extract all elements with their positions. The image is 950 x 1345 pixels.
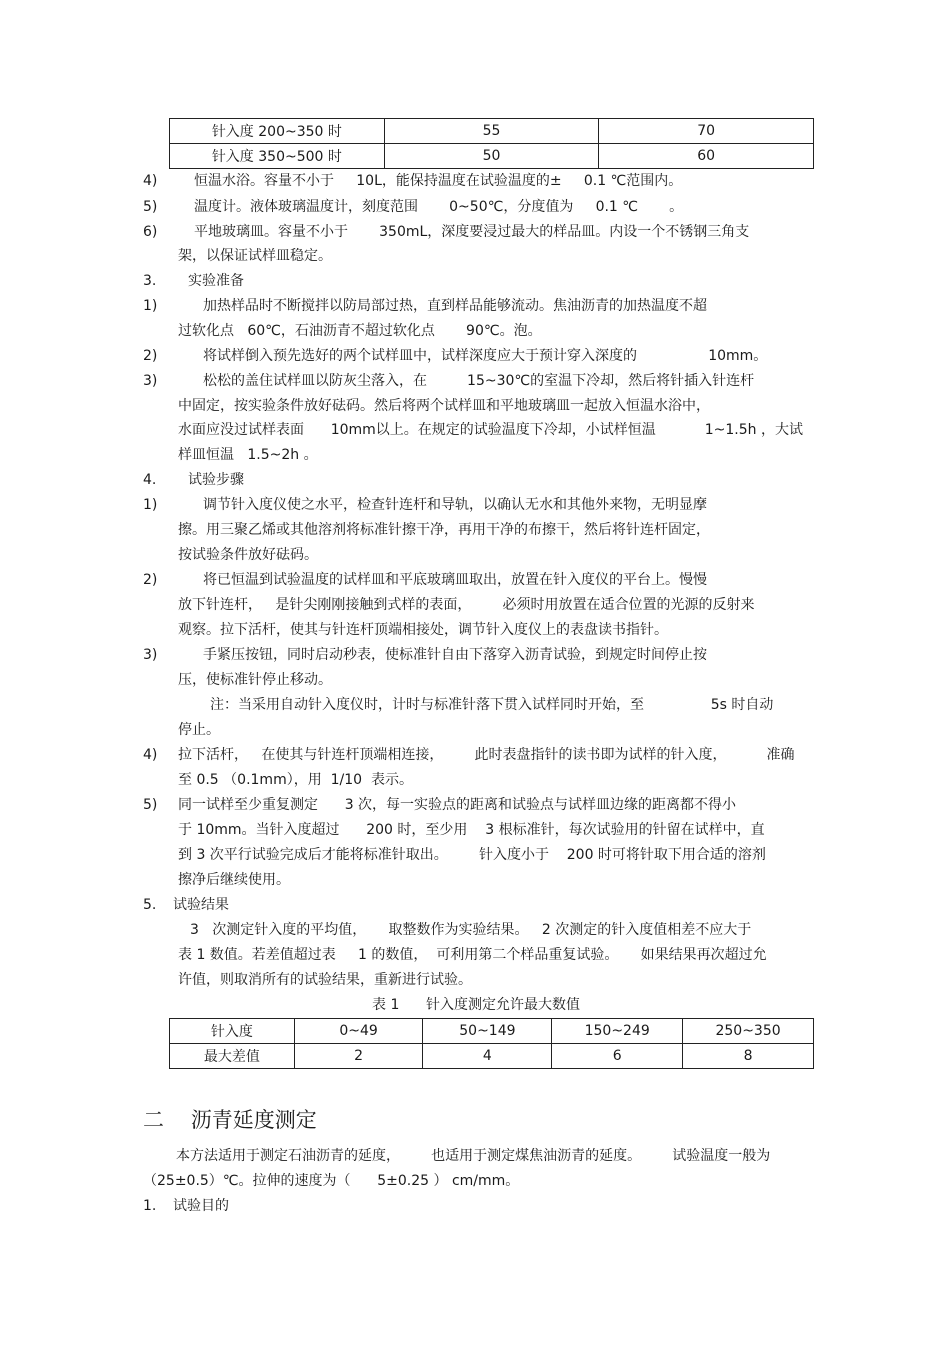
prep-step-1: 加热样品时不断搅拌以防局部过热，直到样品能够流动。焦油沥青的加热温度不超: [203, 298, 707, 314]
item-number: 4): [143, 747, 158, 763]
step-2: 将已恒温到试验温度的试样皿和平底玻璃皿取出，放置在针入度仪的平台上。慢慢: [203, 572, 707, 588]
section-title-results: 试验结果: [173, 897, 229, 913]
step-1-cont: 按试验条件放好砝码。: [178, 547, 318, 563]
section-number: 3.: [143, 273, 157, 289]
step-2-cont: 观察。拉下活杆，使其与针连杆顶端相接处，调节针入度仪上的表盘读书指针。: [178, 622, 668, 638]
step-3: 手紧压按钮，同时启动秒表，使标准针自由下落穿入沥青试验，到规定时间停止按: [203, 647, 707, 663]
step-1: 调节针入度仪使之水平，检查针连杆和导轨，以确认无水和其他外来物，无明显摩: [203, 497, 707, 513]
item-number: 1): [143, 298, 158, 314]
results-paragraph: 3 次测定针入度的平均值， 取整数作为实验结果。 2 次测定的针入度值相差不应大于: [190, 922, 752, 938]
step-4: 拉下活杆， 在使其与针连杆顶端相连接， 此时表盘指针的读书即为试样的针入度， 准确: [178, 747, 795, 763]
item-number: 1): [143, 497, 158, 513]
section-heading-ductility: 二 沥青延度测定: [143, 1108, 317, 1132]
equipment-glass-dish: 平地玻璃皿。容量不小于 350mL，深度要浸过最大的样品皿。内设一个不锈钢三角支: [194, 224, 750, 240]
penetration-range-table: [169, 118, 814, 169]
table-cell: 0~49: [294, 1019, 423, 1044]
ductility-intro: 本方法适用于测定石油沥青的延度， 也适用于测定煤焦油沥青的延度。 试验温度一般为: [176, 1148, 771, 1164]
section-title-purpose: 试验目的: [173, 1198, 229, 1214]
item-number: 5): [143, 797, 158, 813]
item-number: 2): [143, 348, 158, 364]
item-number: 3): [143, 373, 158, 389]
prep-step-3-cont: 水面应没过试样表面 10mm以上。在规定的试验温度下冷却，小试样恒温 1~1.5h ，大试: [178, 422, 803, 438]
item-number: 4): [143, 173, 158, 189]
item-number: 2): [143, 572, 158, 588]
table-cell: 55: [384, 119, 599, 144]
prep-step-3-cont: 中固定，按实验条件放好砝码。然后将两个试样皿和平地玻璃皿一起放入恒温水浴中，: [178, 398, 710, 414]
table-cell: 150~249: [552, 1019, 683, 1044]
prep-step-3: 松松的盖住试样皿以防灰尘落入，在 15~30℃的室温下冷却，然后将针插入针连杆: [203, 373, 755, 389]
results-paragraph-cont: 许值，则取消所有的试验结果，重新进行试验。: [178, 972, 472, 988]
table-row: [170, 144, 814, 169]
prep-step-3-cont: 样皿恒温 1.5~2h 。: [178, 447, 318, 463]
step-1-cont: 擦。用三聚乙烯或其他溶剂将标准针擦干净，再用干净的布擦干，然后将针连杆固定，: [178, 522, 710, 538]
item-number: 3): [143, 647, 158, 663]
equipment-thermometer: 温度计。液体玻璃温度计，刻度范围 0~50℃，分度值为 0.1 ℃ 。: [194, 199, 684, 215]
table-cell: 250~350: [683, 1019, 814, 1044]
table-cell: 针入度 200~350 时: [170, 119, 385, 144]
table-row: [170, 119, 814, 144]
step-3-note-cont: 停止。: [178, 722, 220, 738]
step-3-note: 注：当采用自动针入度仪时，计时与标准针落下贯入试样同时开始，至 5s 时自动: [210, 697, 774, 713]
section-number: 5.: [143, 897, 157, 913]
equipment-glass-dish-cont: 架，以保证试样皿稳定。: [178, 248, 332, 264]
item-number: 5): [143, 199, 158, 215]
section-title-steps: 试验步骤: [188, 472, 244, 488]
table-cell: 70: [599, 119, 814, 144]
section-number: 1.: [143, 1198, 157, 1214]
table-cell: 4: [423, 1044, 552, 1069]
table-row: [170, 1044, 814, 1069]
table-cell: 8: [683, 1044, 814, 1069]
step-5-cont: 到 3 次平行试验完成后才能将标准针取出。 针入度小于 200 时可将针取下用合适的溶剂: [178, 847, 766, 863]
step-3-cont: 压，使标准针停止移动。: [178, 672, 332, 688]
table-cell: 50: [384, 144, 599, 169]
prep-step-1-cont: 过软化点 60℃，石油沥青不超过软化点 90℃。泡。: [178, 323, 542, 339]
ductility-intro-cont: （25±0.5）℃。拉伸的速度为（ 5±0.25 ） cm/mm。: [143, 1173, 520, 1189]
table-cell: 2: [294, 1044, 423, 1069]
step-4-cont: 至 0.5 （0.1mm），用 1/10 表示。: [178, 772, 413, 788]
table-cell: 6: [552, 1044, 683, 1069]
table-caption: 表 1 针入度测定允许最大数值: [372, 997, 581, 1013]
step-2-cont: 放下针连杆， 是针尖刚刚接触到式样的表面， 必须时用放置在适合位置的光源的反射来: [178, 597, 755, 613]
step-5-cont: 于 10mm。当针入度超过 200 时，至少用 3 根标准针，每次试验用的针留在试样中，直: [178, 822, 765, 838]
section-title-preparation: 实验准备: [188, 273, 244, 289]
max-difference-table: [169, 1018, 814, 1069]
table-cell: 50~149: [423, 1019, 552, 1044]
step-5: 同一试样至少重复测定 3 次，每一实验点的距离和试验点与试样皿边缘的距离都不得小: [178, 797, 737, 813]
step-5-cont: 擦净后继续使用。: [178, 872, 290, 888]
table-cell: 60: [599, 144, 814, 169]
item-number: 6): [143, 224, 158, 240]
section-number: 4.: [143, 472, 157, 488]
results-paragraph-cont: 表 1 数值。若差值超过表 1 的数值， 可利用第二个样品重复试验。 如果结果再次超过允: [178, 947, 767, 963]
equipment-water-bath: 恒温水浴。容量不小于 10L，能保持温度在试验温度的± 0.1 ℃范围内。: [194, 173, 683, 189]
table-row: [170, 1019, 814, 1044]
table-cell: 针入度 350~500 时: [170, 144, 385, 169]
table-cell: 最大差值: [170, 1044, 295, 1069]
table-cell: 针入度: [170, 1019, 295, 1044]
prep-step-2: 将试样倒入预先选好的两个试样皿中，试样深度应大于预计穿入深度的 10mm。: [203, 348, 768, 364]
